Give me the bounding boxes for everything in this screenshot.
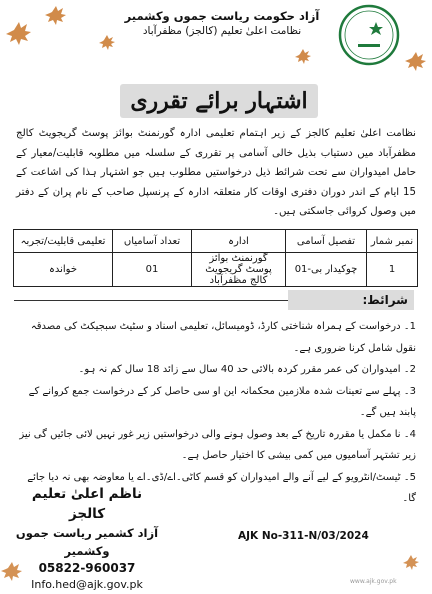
phone-number: 05822-960037 <box>38 561 136 575</box>
page-title: اشتہار برائے تقرری <box>130 88 308 114</box>
header <box>112 8 332 39</box>
col-qualification: تعلیمی قابلیت/تجربہ <box>14 230 113 253</box>
cell-post: چوکیدار بی-01 <box>286 253 367 287</box>
conditions-heading: شرائط: <box>288 290 414 310</box>
watermark: www.ajk.gov.pk <box>350 578 397 585</box>
cell-institution: گورنمنٹ بوائز پوسٹ گریجویٹ کالج مظفرآباد <box>192 253 286 287</box>
col-serial: نمبر شمار <box>367 230 418 253</box>
signatory-region: آزاد کشمیر ریاست جموں وکشمیر <box>15 526 159 558</box>
posts-table <box>13 229 418 287</box>
cell-count: 01 <box>113 253 192 287</box>
maple-leaf-decoration <box>0 540 432 594</box>
conditions-divider <box>14 300 294 301</box>
condition-item: 2۔ امیدواران کی عمر مقرر کردہ بالائی حد 40 سال سے زائد 18 سال کم نہ ہو۔ <box>78 364 416 375</box>
title-banner <box>120 84 318 118</box>
col-post: تفصیل آسامی <box>286 230 367 253</box>
conditions-list <box>14 316 416 510</box>
cell-serial: 1 <box>367 253 418 287</box>
col-institution: ادارہ <box>192 230 286 253</box>
condition-item: 5۔ ٹیسٹ/انٹرویو کے لیے آنے والے امیدواران کو قسم کاٹی۔اے/ڈی۔اے یا معاوضہ بھی نہ دیا جائے گا۔ <box>27 471 416 504</box>
cell-qualification: خواندہ <box>14 253 113 287</box>
condition-item: 1۔ درخواست کے ہمراہ شناختی کارڈ، ڈومیسائل، تعلیمی اسناد و سٹیٹ سبجیکٹ کی مصدقہ نقول شامل کرنا ضروری ہے۔ <box>30 321 416 354</box>
condition-item: 3۔ پہلے سے تعینات شدہ ملازمین محکمانہ این او سی حاصل کر کے درخواست جمع کروانے کے پابند ہیں گے۔ <box>28 385 416 418</box>
email-address: Info.hed@ajk.gov.pk <box>31 578 143 591</box>
signatory-title: ناظم اعلیٰ تعلیم کالجز <box>31 486 143 522</box>
ad-reference-code: AJK No-311-N/03/2024 <box>238 530 369 542</box>
government-emblem-icon <box>338 4 400 66</box>
intro-paragraph: نظامت اعلیٰ تعلیم کالجز کے زیر اہتمام تعلیمی ادارہ گورنمنٹ بوائز پوسٹ گریجویٹ کالج مظفرآباد میں دستیاب بذیل خالی آسامی پر تقرری کے سلسلہ میں مطلوبہ قابلیت/معیار کے حامل امیدواران سے تحت شرائط ذیل درخواستیں مطلوب ہیں جو اشتہار ہذا کی اشاعت کے 15 ایام کے اندر دوران دفتری اوقات کار متعلقہ ادارہ کے پرنسپل صاحب کے نام پران کے دفتر میں وصول کروائی جاسکتی ہیں۔ <box>16 128 416 217</box>
government-name: آزاد حکومت ریاست جموں وکشمیر <box>124 9 320 23</box>
table-row <box>14 253 418 287</box>
col-count: تعداد آسامیاں <box>113 230 192 253</box>
table-header-row <box>14 230 418 253</box>
condition-item: 4۔ نا مکمل یا مقررہ تاریخ کے بعد وصول ہونے والی درخواستیں زیر غور نہیں لائی جائیں گی نیز زیر تشتہر آسامیوں میں کمی بیشی کا اختیار حاصل ہے۔ <box>19 428 416 461</box>
directorate-name: نظامت اعلیٰ تعلیم (کالجز) مظفرآباد <box>142 25 302 37</box>
